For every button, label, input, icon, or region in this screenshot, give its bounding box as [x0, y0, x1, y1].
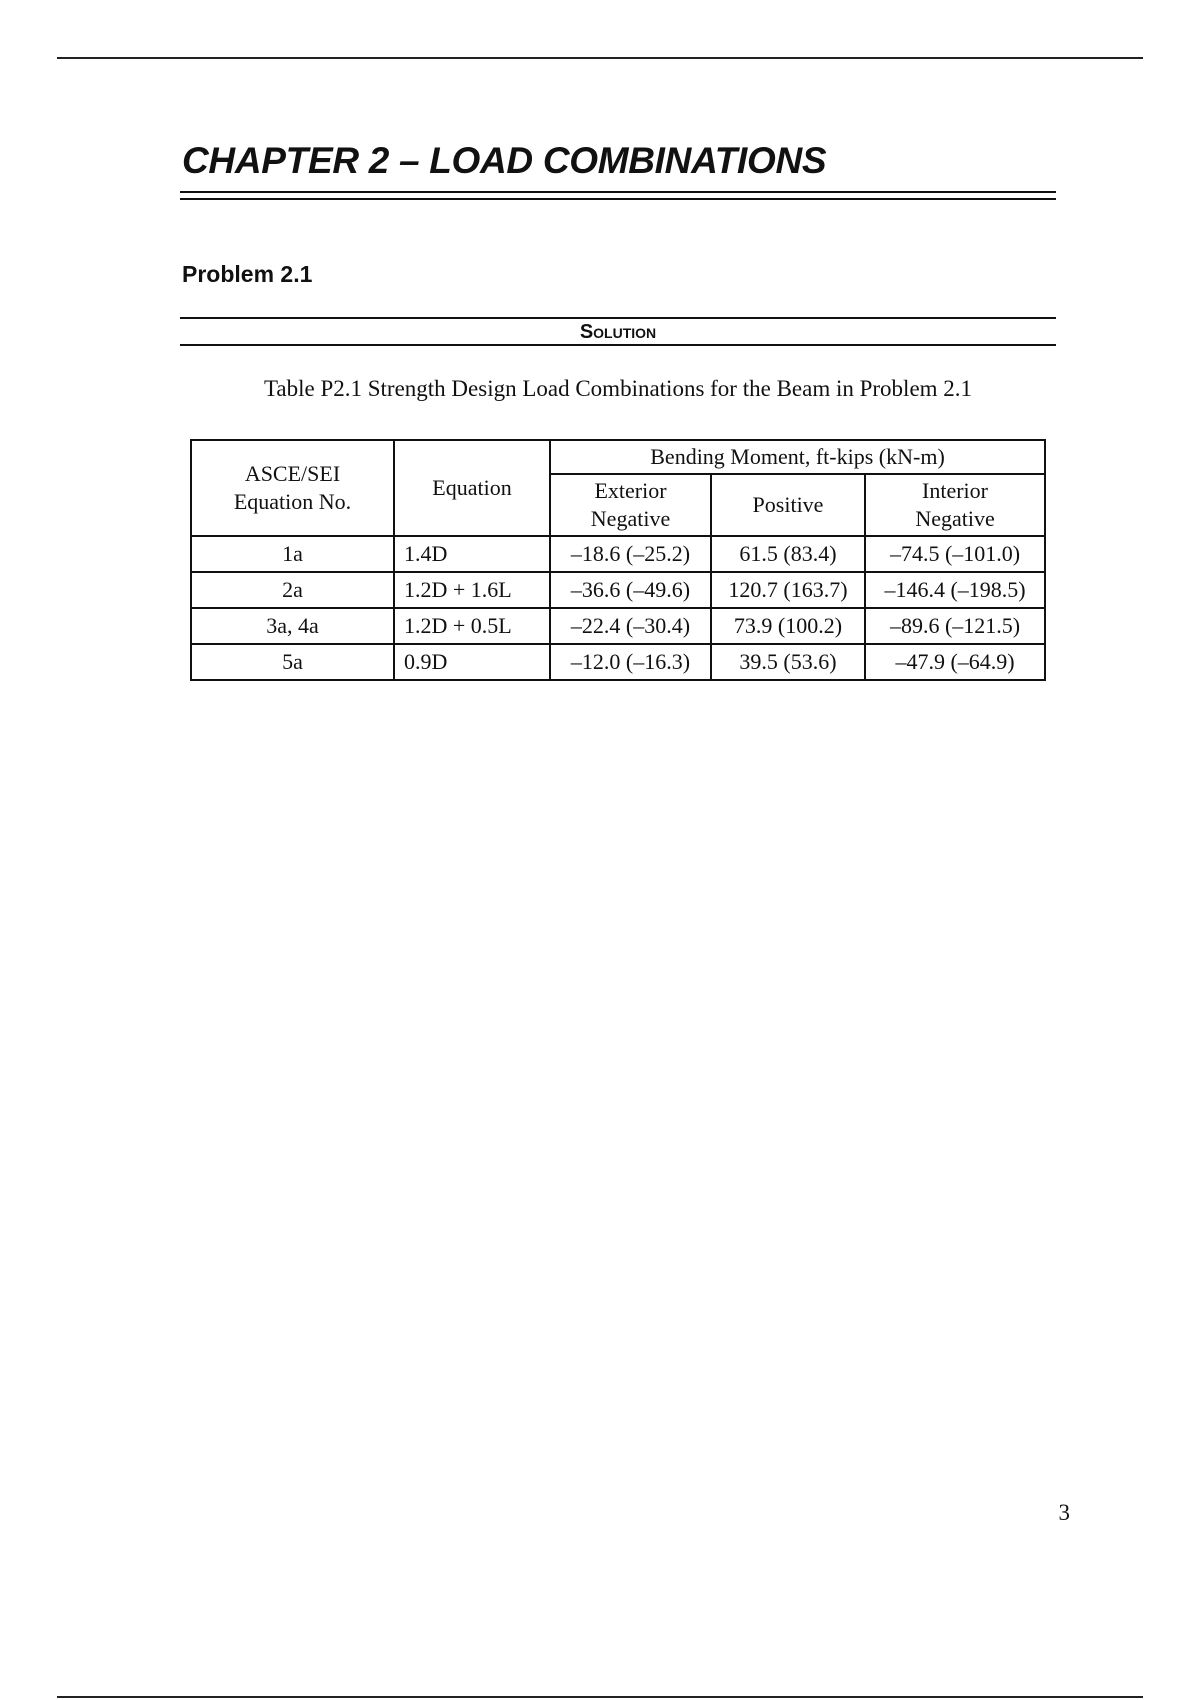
- page-top-rule: [57, 57, 1143, 59]
- header-equation: Equation: [394, 440, 550, 536]
- cell-int-neg: –47.9 (–64.9): [865, 644, 1045, 680]
- cell-eq-no: 5a: [191, 644, 394, 680]
- header-exterior-negative: [550, 474, 711, 536]
- cell-positive: 39.5 (53.6): [711, 644, 865, 680]
- cell-eq-no: 1a: [191, 536, 394, 572]
- cell-ext-neg: –12.0 (–16.3): [550, 644, 711, 680]
- cell-int-neg: –74.5 (–101.0): [865, 536, 1045, 572]
- cell-ext-neg: –18.6 (–25.2): [550, 536, 711, 572]
- header-asce-line1: ASCE/SEI: [244, 461, 341, 486]
- chapter-title: CHAPTER 2 – LOAD COMBINATIONS: [182, 140, 827, 181]
- table-row: [191, 644, 1045, 680]
- page-bottom-rule: [57, 1696, 1143, 1698]
- cell-int-neg: –146.4 (–198.5): [865, 572, 1045, 608]
- cell-ext-neg: –22.4 (–30.4): [550, 608, 711, 644]
- header-positive: Positive: [711, 474, 865, 536]
- cell-ext-neg: –36.6 (–49.6): [550, 572, 711, 608]
- load-combinations-table: [190, 439, 1046, 681]
- table-row: [191, 608, 1045, 644]
- table-row: [191, 536, 1045, 572]
- cell-positive: 73.9 (100.2): [711, 608, 865, 644]
- cell-equation: 1.4D: [394, 536, 550, 572]
- header-bending-moment: Bending Moment, ft-kips (kN-m): [550, 440, 1045, 474]
- header-ext-line1: Exterior: [594, 478, 667, 503]
- header-asce-line2: Equation No.: [233, 489, 352, 514]
- header-int-line1: Interior: [922, 478, 988, 503]
- cell-eq-no: 2a: [191, 572, 394, 608]
- cell-equation: 1.2D + 0.5L: [394, 608, 550, 644]
- cell-int-neg: –89.6 (–121.5): [865, 608, 1045, 644]
- cell-positive: 120.7 (163.7): [711, 572, 865, 608]
- cell-equation: 0.9D: [394, 644, 550, 680]
- table-header-row: [191, 440, 1045, 474]
- header-interior-negative: [865, 474, 1045, 536]
- table-row: [191, 572, 1045, 608]
- header-asce-equation-no: [191, 440, 394, 536]
- header-int-line2: Negative: [915, 506, 995, 531]
- solution-heading: Solution: [180, 317, 1056, 346]
- table-caption: Table P2.1 Strength Design Load Combinations for the Beam in Problem 2.1: [263, 376, 973, 401]
- title-rule-lower: [180, 198, 1056, 200]
- page-number: 3: [1058, 1500, 1070, 1525]
- header-ext-line2: Negative: [590, 506, 671, 531]
- title-rule-upper: [180, 191, 1056, 193]
- cell-eq-no: 3a, 4a: [191, 608, 394, 644]
- problem-heading: Problem 2.1: [182, 261, 313, 287]
- cell-equation: 1.2D + 1.6L: [394, 572, 550, 608]
- cell-positive: 61.5 (83.4): [711, 536, 865, 572]
